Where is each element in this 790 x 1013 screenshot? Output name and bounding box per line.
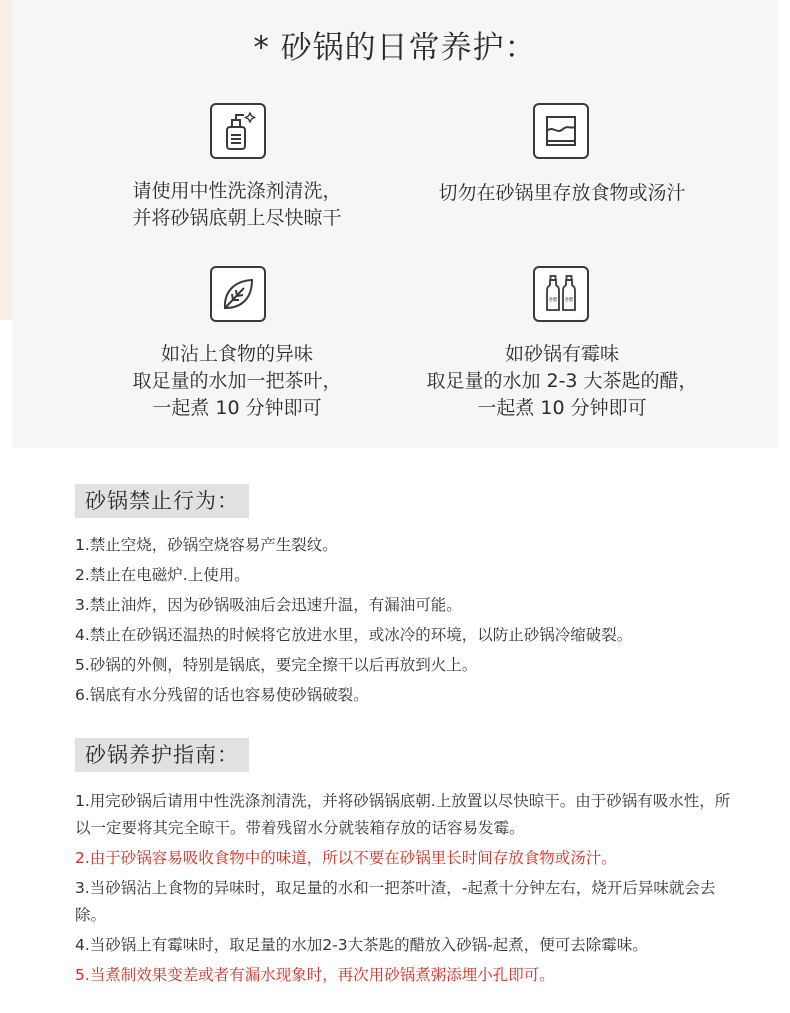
list-item: 2.由于砂锅容易吸收食物中的味道，所以不要在砂锅里长时间存放食物或汤汁。 [75, 849, 617, 867]
tip-line: 切勿在砂锅里存放食物或汤汁 [438, 182, 686, 204]
guide-list [75, 788, 735, 992]
pot-container-icon [533, 103, 589, 159]
tip-line: 如砂锅有霉味 [504, 343, 619, 365]
list-item: 4.禁止在砂锅还温热的时候将它放进水里，或冰冷的环境，以防止砂锅冷缩破裂。 [75, 626, 633, 644]
daily-care-panel [12, 0, 778, 448]
bottle-label: 香醋 [548, 298, 558, 303]
vinegar-bottles-icon [533, 266, 589, 322]
list-item: 1.用完砂锅后请用中性洗涤剂清洗，并将砂锅锅底朝.上放置以尽快晾干。由于砂锅有吸水性，所以一定要将其完全晾干。带着残留水分就装箱存放的话容易发霉。 [75, 792, 731, 837]
tip-mold-text [402, 341, 722, 422]
list-item: 3.当砂锅沾上食物的异味时，取足量的水和一把茶叶渣，-起煮十分钟左右，烧开后异味就会去除。 [75, 879, 716, 924]
bottle-label: 香醋 [564, 298, 574, 303]
prohibited-heading: 砂锅禁止行为： [75, 484, 249, 518]
care-title: * 砂锅的日常养护： [253, 30, 537, 66]
tip-line: 如沾上食物的异味 [160, 343, 313, 365]
tea-leaf-icon [210, 266, 266, 322]
tip-line: 一起煮 10 分钟即可 [152, 397, 322, 419]
list-item: 4.当砂锅上有霉味时，取足量的水加2-3大茶匙的醋放入砂锅-起煮，便可去除霉味。 [75, 936, 648, 954]
tip-storage-text [422, 180, 702, 207]
list-item: 5.当煮制效果变差或者有漏水现象时，再次用砂锅煮粥添埋小孔即可。 [75, 966, 555, 984]
list-item: 1.禁止空烧，砂锅空烧容易产生裂纹。 [75, 536, 338, 554]
tip-detergent-text [102, 178, 372, 232]
tip-line: 请使用中性洗涤剂清洗， [132, 180, 342, 202]
tip-line: 一起煮 10 分钟即可 [477, 397, 647, 419]
list-item: 3.禁止油炸，因为砂锅吸油后会迅速升温，有漏油可能。 [75, 596, 462, 614]
left-accent-strip [0, 0, 12, 320]
detergent-bottle-icon [210, 103, 266, 159]
list-item: 5.砂锅的外侧，特别是锅底，要完全擦干以后再放到火上。 [75, 656, 478, 674]
prohibited-list [75, 530, 735, 710]
tip-odor-text [102, 341, 372, 422]
tip-line: 并将砂锅底朝上尽快晾干 [132, 207, 342, 229]
tip-line: 取足量的水加 2-3 大茶匙的醋， [426, 370, 698, 392]
guide-heading: 砂锅养护指南： [75, 738, 249, 772]
list-item: 6.锅底有水分残留的话也容易使砂锅破裂。 [75, 686, 369, 704]
list-item: 2.禁止在电磁炉.上使用。 [75, 566, 250, 584]
tip-line: 取足量的水加一把茶叶， [132, 370, 342, 392]
